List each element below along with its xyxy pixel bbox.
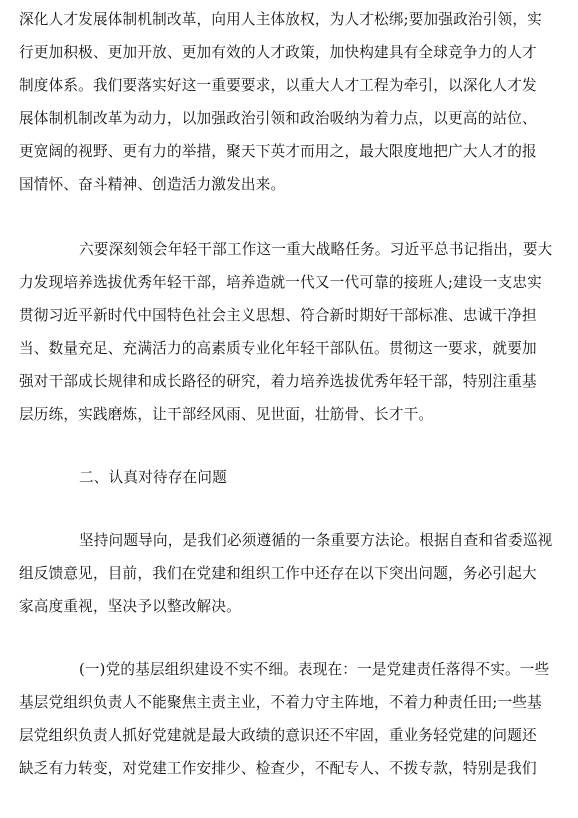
- text-line: 当、数量充足、充满活力的高素质专业化年轻干部队伍。贯彻这一要求，就要加: [19, 340, 537, 357]
- text-line: 六要深刻领会年轻干部工作这一重大战略任务。习近平总书记指出，要大: [79, 241, 553, 258]
- text-line: 基层党组织负责人不能聚焦主责主业，不着力守主阵地，不着力种责任田;一些基: [19, 694, 542, 711]
- text-line: (一)党的基层组织建设不实不细。表现在：一是党建责任落得不实。一些: [79, 661, 550, 678]
- text-line: 缺乏有力转变，对党建工作安排少、检查少，不配专人、不拨专款，特别是我们: [19, 760, 537, 777]
- text-line: 家高度重视，坚决予以整改解决。: [19, 598, 241, 615]
- text-line: 制度体系。我们要落实好这一重要要求，以重大人才工程为牵引，以深化人才发: [19, 77, 537, 94]
- text-line: 强对干部成长规律和成长路径的研究，着力培养选拔优秀年轻干部，特别注重基: [19, 373, 537, 390]
- text-line: 组反馈意见，目前，我们在党建和组织工作中还存在以下突出问题，务必引起大: [19, 565, 537, 582]
- text-line: 更宽阔的视野、更有力的举措，聚天下英才而用之，最大限度地把广大人才的报: [19, 143, 537, 160]
- text-line: 展体制机制改革为动力，以加强政治引领和政治吸纳为着力点，以更高的站位、: [19, 110, 537, 127]
- text-line: 层党组织负责人抓好党建就是最大政绩的意识还不牢固，重业务轻党建的问题还: [19, 727, 537, 744]
- text-line: 行更加积极、更加开放、更加有效的人才政策，加快构建具有全球竞争力的人才: [19, 44, 537, 61]
- text-line: 国情怀、奋斗精神、创造活力激发出来。: [19, 176, 286, 193]
- text-line: 层历练，实践磨炼，让干部经风雨、见世面，壮筋骨、长才干。: [19, 406, 434, 423]
- text-line: 力发现培养选拔优秀年轻干部，培养造就一代又一代可靠的接班人;建设一支忠实: [19, 274, 542, 291]
- section-heading-text: 二、认真对待存在问题: [79, 469, 227, 486]
- text-line: 坚持问题导向，是我们必须遵循的一条重要方法论。根据自查和省委巡视: [79, 532, 553, 549]
- text-line: 深化人才发展体制机制改革，向用人主体放权，为人才松绑;要加强政治引领，实: [19, 11, 542, 28]
- text-line: 贯彻习近平新时代中国特色社会主义思想、符合新时期好干部标准、忠诚干净担: [19, 307, 537, 324]
